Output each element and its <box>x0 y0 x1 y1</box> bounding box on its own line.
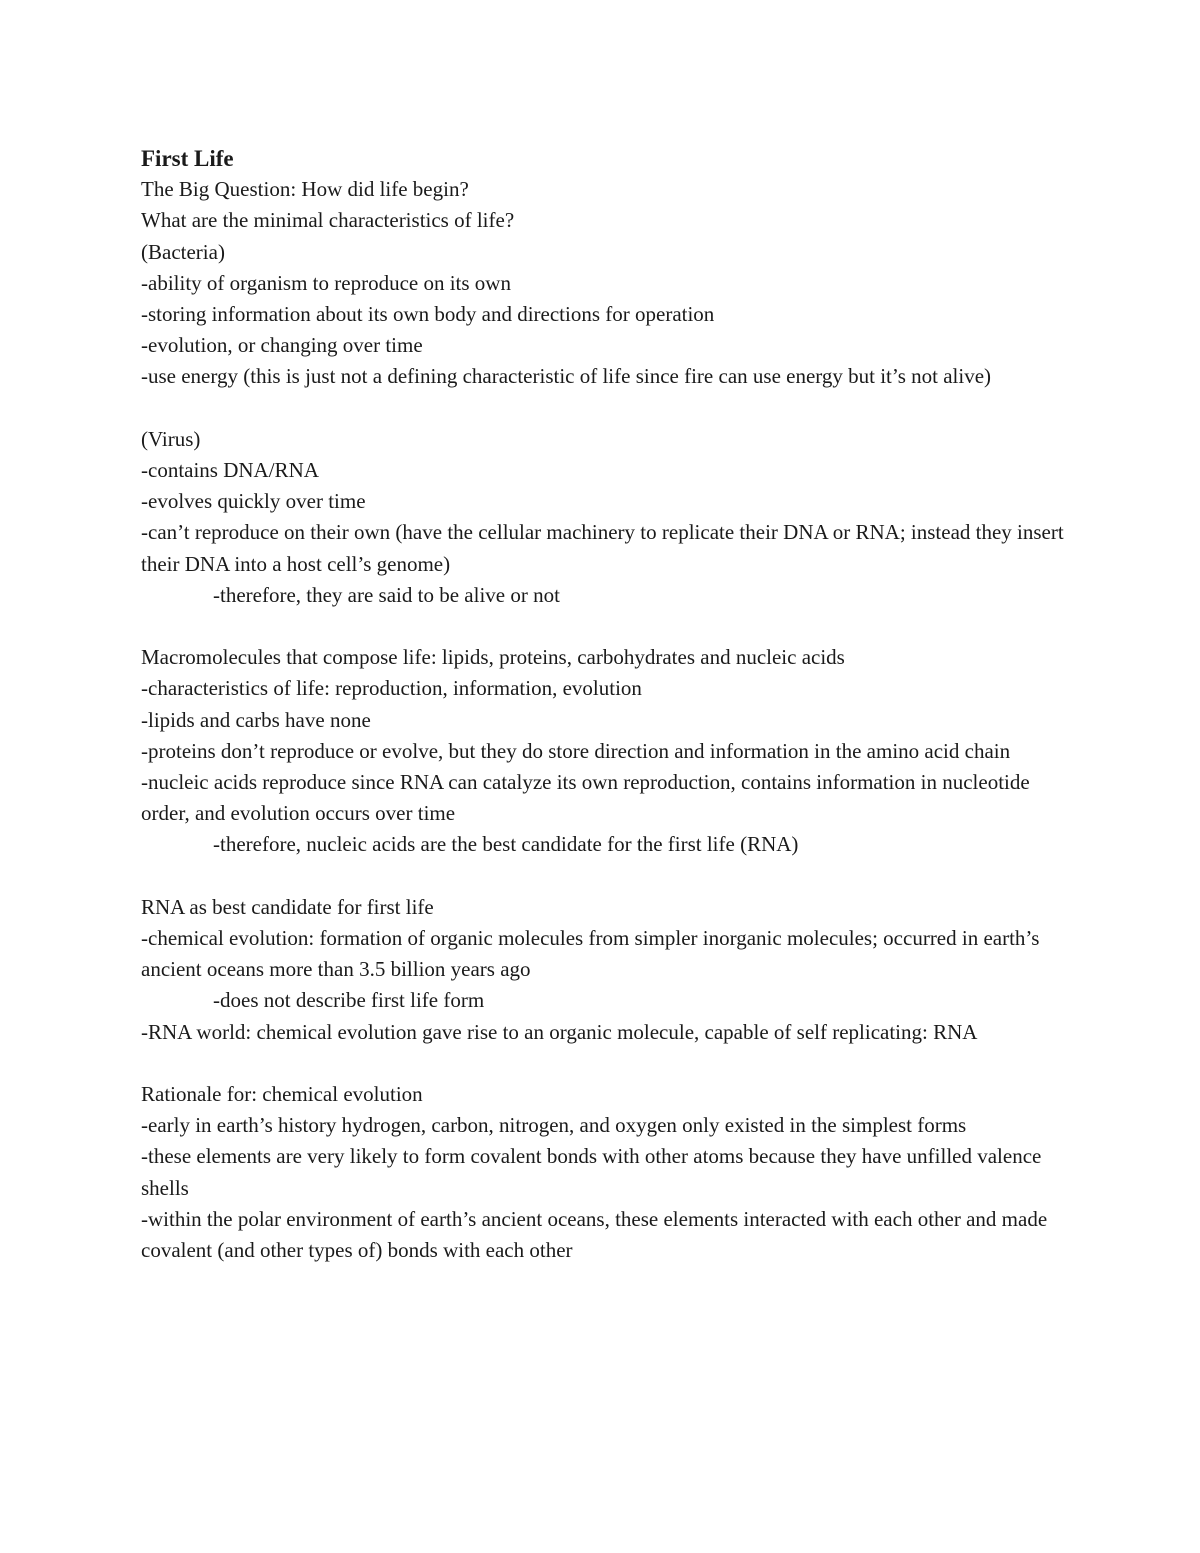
text-line: -within the polar environment of earth’s ancient oceans, these elements interacted with each other and made covalent (and other types of) bonds with each other <box>141 1206 1048 1263</box>
text-line: -proteins don’t reproduce or evolve, but they do store direction and information in the amino acid chain <box>141 738 1011 763</box>
text-line: -these elements are very likely to form covalent bonds with other atoms because they have unfilled valence shells <box>141 1144 1042 1200</box>
text-line: Rationale for: chemical evolution <box>141 1082 423 1107</box>
text-section <box>141 1079 1071 1266</box>
text-section <box>141 174 1071 392</box>
document-title: First Life <box>141 146 234 171</box>
text-line: What are the minimal characteristics of life? <box>141 208 515 233</box>
text-line: -nucleic acids reproduce since RNA can catalyze its own reproduction, contains information in nucleotide order, and evolution occurs over time <box>141 770 1030 826</box>
text-line: -contains DNA/RNA <box>141 458 319 483</box>
text-line: -chemical evolution: formation of organic molecules from simpler inorganic molecules; occurred in earth’s ancient oceans more than 3.5 billion years ago <box>141 926 1040 982</box>
text-line: -can’t reproduce on their own (have the cellular machinery to replicate their DNA or RNA; instead they insert their DNA into a host cell’s genome) <box>141 520 1064 576</box>
text-line: (Virus) <box>141 426 201 451</box>
text-line: -characteristics of life: reproduction, information, evolution <box>141 676 642 701</box>
document-sections <box>141 174 1071 1266</box>
indented-text-line: -does not describe first life form <box>213 988 485 1013</box>
text-line: RNA as best candidate for first life <box>141 894 434 919</box>
text-line: -evolves quickly over time <box>141 489 366 514</box>
text-section <box>141 892 1071 1048</box>
indented-text-line: -therefore, they are said to be alive or not <box>213 582 560 607</box>
document-body <box>141 143 1071 1266</box>
text-section <box>141 642 1071 860</box>
text-section <box>141 424 1071 611</box>
indented-text-line: -therefore, nucleic acids are the best candidate for the first life (RNA) <box>213 832 799 857</box>
text-line: -ability of organism to reproduce on its own <box>141 270 511 295</box>
text-line: -evolution, or changing over time <box>141 333 423 358</box>
text-line: -lipids and carbs have none <box>141 707 371 732</box>
text-line: Macromolecules that compose life: lipids, proteins, carbohydrates and nucleic acids <box>141 645 845 670</box>
text-line: (Bacteria) <box>141 239 225 264</box>
text-line: The Big Question: How did life begin? <box>141 177 469 202</box>
text-line: -RNA world: chemical evolution gave rise to an organic molecule, capable of self replicating: RNA <box>141 1019 978 1044</box>
text-line: -storing information about its own body and directions for operation <box>141 302 715 327</box>
text-line: -early in earth’s history hydrogen, carbon, nitrogen, and oxygen only existed in the simplest forms <box>141 1113 967 1138</box>
text-line: -use energy (this is just not a defining characteristic of life since fire can use energy but it’s not alive) <box>141 364 992 389</box>
